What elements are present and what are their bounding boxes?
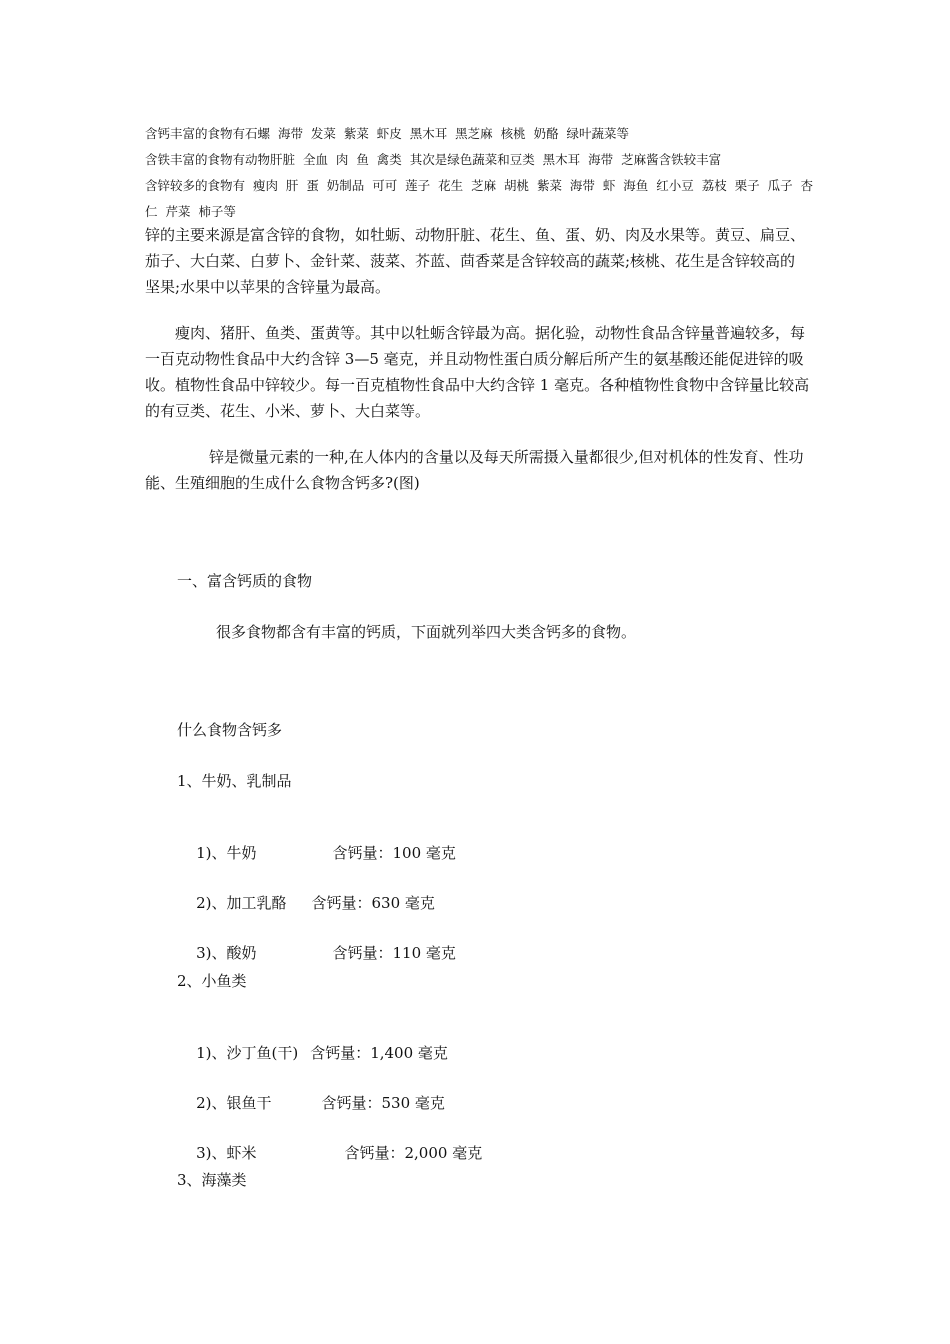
zinc-sources-paragraph: 锌的主要来源是富含锌的食物，如牡蛎、动物肝脏、花生、鱼、蛋、奶、肉及水果等。黄豆、扁豆、茄子、大白菜、白萝卜、金针菜、菠菜、芥蓝、茴香菜是含锌较高的蔬菜;核桃、花生是含锌较高的坚果;水果中以苹果的含锌量为最高。 bbox=[145, 226, 806, 296]
calcium-amount: 含钙量：2,000 毫克 bbox=[344, 1144, 483, 1162]
calcium-food-list: 含钙丰富的食物有石螺 海带 发菜 紫菜 虾皮 黑木耳 黑芝麻 核桃 奶酪 绿叶蔬菜等 bbox=[145, 126, 630, 141]
zinc-function-paragraph: 锌是微量元素的一种,在人体内的含量以及每天所需摄入量都很少,但对机体的性发育、性功能、生殖细胞的生成什么食物含钙多?(图) bbox=[145, 448, 804, 492]
section-intro: 很多食物都含有丰富的钙质，下面就列举四大类含钙多的食物。 bbox=[216, 623, 637, 641]
category-title: 1、牛奶、乳制品 bbox=[177, 772, 292, 790]
calcium-amount: 含钙量：1,400 毫克 bbox=[310, 1044, 448, 1062]
calcium-amount: 含钙量：100 毫克 bbox=[332, 844, 456, 862]
zinc-food-list: 含锌较多的食物有 瘦肉 肝 蛋 奶制品 可可 莲子 花生 芝麻 胡桃 紫菜 海带 虾 海鱼 红小豆 荔枝 栗子 瓜子 杏仁 芹菜 柿子等 bbox=[145, 178, 814, 219]
food-name: 3)、酸奶 bbox=[196, 944, 257, 962]
food-name: 3)、虾米 bbox=[196, 1144, 257, 1162]
food-name: 2)、加工乳酪 bbox=[196, 894, 287, 912]
food-name: 2)、银鱼干 bbox=[196, 1094, 272, 1112]
food-name: 1)、牛奶 bbox=[196, 844, 257, 862]
category-title: 2、小鱼类 bbox=[177, 972, 247, 990]
section-heading: 一、富含钙质的食物 bbox=[177, 572, 313, 590]
category-title: 3、海藻类 bbox=[177, 1171, 247, 1189]
food-name: 1)、沙丁鱼(干) bbox=[196, 1044, 299, 1062]
calcium-amount: 含钙量：530 毫克 bbox=[321, 1094, 445, 1112]
subheading: 什么食物含钙多 bbox=[177, 721, 283, 739]
iron-food-list: 含铁丰富的食物有动物肝脏 全血 肉 鱼 禽类 其次是绿色蔬菜和豆类 黑木耳 海带 芝麻酱含铁较丰富 bbox=[145, 152, 722, 167]
zinc-content-paragraph: 瘦肉、猪肝、鱼类、蛋黄等。其中以牡蛎含锌最为高。据化验，动物性食品含锌量普遍较多，每一百克动物性食品中大约含锌 3—5 毫克，并且动物性蛋白质分解后所产生的氨基酸还能促进锌的吸收。植物性食品中锌较少。每一百克植物性食品中大约含锌 1 毫克。各种植物性食物中含锌量比较高的有豆类、花生、小米、萝卜、大白菜等。 bbox=[145, 324, 810, 420]
calcium-amount: 含钙量：630 毫克 bbox=[311, 894, 435, 912]
calcium-amount: 含钙量：110 毫克 bbox=[332, 944, 456, 962]
